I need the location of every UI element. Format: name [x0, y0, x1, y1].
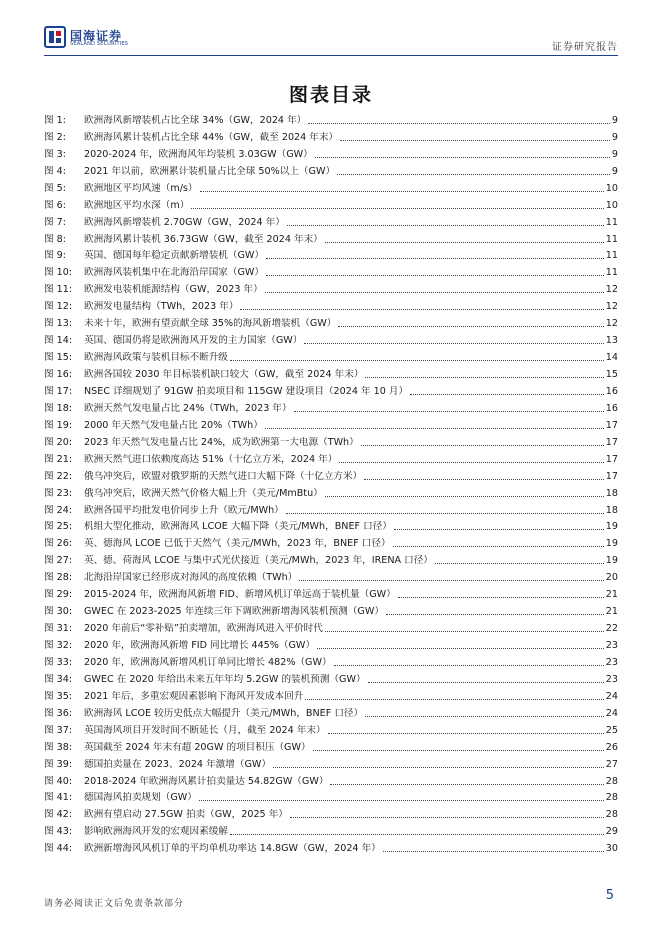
toc-entry-title: GWEC 在 2023-2025 年连续三年下调欧洲新增海风装机预测（GW）: [84, 606, 384, 618]
toc-entry[interactable]: [44, 517, 618, 534]
toc-entry-title: 欧洲海风新增装机占比全球 34%（GW，2024 年）: [84, 114, 307, 126]
toc-entry[interactable]: [44, 364, 618, 381]
toc-entry[interactable]: [44, 313, 618, 330]
toc-entry-page: 12: [605, 284, 618, 296]
toc-leader-dots: [383, 851, 604, 852]
toc-entry-page: 9: [611, 114, 618, 126]
toc-entry-title: 北海沿岸国家已经形成对海风的高度依赖（TWh）: [84, 572, 298, 584]
toc-leader-dots: [200, 191, 604, 192]
company-logo: [44, 26, 164, 50]
toc-entry-page: 18: [605, 487, 618, 499]
toc-entry-title: 欧洲地区平均风速（m/s）: [84, 182, 198, 194]
toc-entry-title: 2018-2024 年欧洲海风累计拍卖量达 54.82GW（GW）: [84, 775, 329, 787]
toc-entry-page: 20: [605, 572, 618, 584]
toc-leader-dots: [325, 496, 604, 497]
toc-leader-dots: [304, 343, 603, 344]
toc-entry[interactable]: [44, 415, 618, 432]
toc-entry-number: 图 9:: [44, 250, 66, 262]
toc-leader-dots: [286, 513, 604, 514]
toc-entry-title: 英国截至 2024 年末有超 20GW 的项目积压（GW）: [84, 741, 311, 753]
toc-leader-dots: [337, 174, 610, 175]
toc-entry-title: 2020 年，欧洲海风新增风机订单同比增长 482%（GW）: [84, 656, 332, 668]
toc-entry-number: 图 44:: [44, 843, 73, 855]
toc-entry-number: 图 29:: [44, 589, 73, 601]
toc-entry-page: 21: [605, 589, 618, 601]
toc-entry[interactable]: [44, 144, 618, 161]
toc-leader-dots: [287, 225, 604, 226]
page-number: 5: [605, 888, 614, 903]
toc-leader-dots: [394, 529, 604, 530]
toc-leader-dots: [334, 665, 604, 666]
toc-entry-title: NSEC 详细规划了 91GW 拍卖项目和 115GW 建设项目（2024 年 10 月）: [84, 385, 409, 397]
report-type-label: 证券研究报告: [552, 42, 618, 53]
toc-entry-title: 欧洲新增海风风机订单的平均单机功率达 14.8GW（GW，2024 年）: [84, 843, 381, 855]
toc-entry-number: 图 35:: [44, 690, 73, 702]
toc-leader-dots: [305, 699, 603, 700]
toc-entry-page: 11: [605, 216, 618, 228]
toc-entry-title: 德国拍卖量在 2023、2024 年激增（GW）: [84, 758, 271, 770]
toc-entry[interactable]: [44, 788, 618, 805]
toc-entry-number: 图 6:: [44, 199, 66, 211]
toc-entry-title: 英、德、荷海风 LCOE 与集中式光伏接近（美元/MWh，2023 年，IRENA 口径）: [84, 555, 433, 567]
toc-entry-number: 图 17:: [44, 385, 73, 397]
toc-entry[interactable]: [44, 229, 618, 246]
toc-entry[interactable]: [44, 737, 618, 754]
toc-entry[interactable]: [44, 432, 618, 449]
toc-leader-dots: [265, 292, 604, 293]
toc-entry-number: 图 20:: [44, 436, 73, 448]
toc-entry-page: 11: [605, 267, 618, 279]
toc-entry-number: 图 13:: [44, 318, 73, 330]
page-header: [0, 0, 662, 58]
toc-leader-dots: [364, 479, 604, 480]
toc-entry-page: 9: [611, 165, 618, 177]
toc-entry-page: 9: [611, 131, 618, 143]
toc-entry[interactable]: [44, 347, 618, 364]
toc-entry-page: 22: [605, 623, 618, 635]
toc-entry-page: 23: [605, 656, 618, 668]
toc-entry-page: 10: [605, 182, 618, 194]
toc-entry-title: 欧洲海风累计装机占比全球 44%（GW，截至 2024 年末）: [84, 131, 339, 143]
toc-entry[interactable]: [44, 449, 618, 466]
toc-entry-title: 2023 年天然气发电量占比 24%，成为欧洲第一大电源（TWh）: [84, 436, 359, 448]
toc-leader-dots: [313, 750, 604, 751]
toc-entry-number: 图 30:: [44, 606, 73, 618]
toc-entry-number: 图 37:: [44, 724, 73, 736]
toc-entry-page: 28: [605, 792, 618, 804]
toc-entry[interactable]: [44, 804, 618, 821]
toc-entry[interactable]: [44, 178, 618, 195]
toc-entry-page: 28: [605, 809, 618, 821]
toc-entry-title: GWEC 在 2020 年给出未来五年年均 5.2GW 的装机预测（GW）: [84, 673, 366, 685]
toc-entry-page: 10: [605, 199, 618, 211]
toc-leader-dots: [325, 242, 604, 243]
toc-leader-dots: [191, 208, 603, 209]
toc-entry[interactable]: [44, 279, 618, 296]
toc-entry-number: 图 43:: [44, 826, 73, 838]
toc-entry-number: 图 23:: [44, 487, 73, 499]
toc-entry-number: 图 39:: [44, 758, 73, 770]
toc-entry-number: 图 4:: [44, 165, 66, 177]
toc-entry[interactable]: [44, 296, 618, 313]
logo-english-name: SEALAND SECURITIES: [70, 41, 129, 47]
toc-entry-title: 欧洲各国较 2030 年目标装机缺口较大（GW，截至 2024 年末）: [84, 369, 364, 380]
toc-entry[interactable]: [44, 195, 618, 212]
toc-entry-number: 图 1:: [44, 114, 66, 126]
toc-entry-number: 图 33:: [44, 656, 73, 668]
toc-entry[interactable]: [44, 262, 618, 279]
toc-entry-title: 欧洲海风累计装机 36.73GW（GW，截至 2024 年末）: [84, 233, 323, 245]
toc-entry[interactable]: [44, 550, 618, 567]
toc-entry-title: 2021 年后，多重宏观因素影响下海风开发成本回升: [84, 690, 304, 702]
toc-entry-title: 2020-2024 年，欧洲海风年均装机 3.03GW（GW）: [84, 148, 313, 160]
toc-leader-dots: [266, 258, 604, 259]
toc-entry[interactable]: [44, 483, 618, 500]
toc-leader-dots: [330, 784, 603, 785]
toc-entry[interactable]: [44, 330, 618, 347]
toc-entry-number: 图 28:: [44, 572, 73, 584]
page-title: 图表目录: [288, 84, 373, 106]
toc-entry-title: 英国、德国每年稳定贡献新增装机（GW）: [84, 250, 265, 262]
toc-entry-number: 图 42:: [44, 809, 73, 821]
toc-entry-number: 图 31:: [44, 623, 73, 635]
toc-leader-dots: [230, 834, 604, 835]
toc-entry[interactable]: [44, 652, 618, 669]
toc-leader-dots: [199, 800, 604, 801]
toc-entry-page: 12: [605, 318, 618, 330]
toc-entry-page: 19: [605, 555, 618, 567]
toc-entry-title: 德国海风拍卖规划（GW）: [84, 792, 197, 804]
toc-entry-number: 图 19:: [44, 419, 73, 431]
toc-entry-title: 2021 年以前，欧洲累计装机量占比全球 50%以上（GW）: [84, 165, 336, 177]
toc-entry-page: 16: [605, 385, 618, 397]
toc-leader-dots: [435, 563, 604, 564]
toc-entry-title: 俄乌冲突后，欧盟对俄罗斯的天然气进口大幅下降（十亿立方米）: [84, 470, 363, 482]
toc-entry-title: 欧洲海风政策与装机目标不断升级: [84, 352, 228, 364]
toc-entry-page: 23: [605, 640, 618, 651]
toc-entry-title: 欧洲海风 LCOE 较历史低点大幅提升（美元/MWh，BNEF 口径）: [84, 707, 364, 719]
toc-entry[interactable]: [44, 618, 618, 635]
toc-leader-dots: [230, 360, 604, 361]
toc-leader-dots: [265, 428, 604, 429]
toc-entry-page: 30: [605, 843, 618, 855]
toc-entry-title: 英国海风项目开发时间不断延长（月，截至 2024 年末）: [84, 724, 326, 736]
toc-entry-page: 12: [605, 301, 618, 313]
toc-entry-title: 欧洲发电量结构（TWh，2023 年）: [84, 301, 239, 313]
toc-entry-page: 21: [605, 606, 618, 618]
toc-entry-title: 2020 年，欧洲海风新增 FID 同比增长 445%（GW）: [84, 640, 316, 651]
toc-entry-number: 图 24:: [44, 504, 73, 516]
toc-entry[interactable]: [44, 161, 618, 178]
toc-entry-number: 图 34:: [44, 673, 73, 685]
toc-entry-number: 图 7:: [44, 216, 66, 228]
toc-entry-page: 11: [605, 233, 618, 245]
toc-entry-title: 欧洲地区平均水深（m）: [84, 199, 190, 211]
toc-entry-page: 11: [605, 250, 618, 262]
toc-entry-title: 欧洲发电装机能源结构（GW，2023 年）: [84, 284, 263, 296]
toc-leader-dots: [410, 394, 604, 395]
toc-entry[interactable]: [44, 500, 618, 517]
toc-entry-number: 图 5:: [44, 182, 66, 194]
toc-leader-dots: [365, 716, 604, 717]
toc-entry[interactable]: [44, 686, 618, 703]
toc-entry-number: 图 3:: [44, 148, 66, 160]
toc-leader-dots: [240, 309, 603, 310]
toc-entry-number: 图 22:: [44, 470, 73, 482]
toc-entry-page: 26: [605, 741, 618, 753]
toc-entry-title: 欧洲各国平均批发电价同步上升（欧元/MWh）: [84, 504, 284, 516]
toc-entry-number: 图 26:: [44, 538, 73, 550]
toc-entry-number: 图 32:: [44, 640, 73, 651]
toc-leader-dots: [290, 817, 604, 818]
toc-entry-number: 图 38:: [44, 741, 73, 753]
toc-entry-title: 影响欧洲海风开发的宏观因素缓解: [84, 826, 228, 838]
toc-entry[interactable]: [44, 398, 618, 415]
toc-leader-dots: [299, 580, 603, 581]
toc-entry-page: 24: [605, 690, 618, 702]
toc-entry[interactable]: [44, 110, 618, 127]
toc-entry-number: 图 18:: [44, 402, 73, 414]
toc-entry-page: 19: [605, 521, 618, 533]
toc-entry-title: 英、德海风 LCOE 已低于天然气（美元/MWh，2023 年，BNEF 口径）: [84, 538, 391, 550]
toc-entry-page: 27: [605, 758, 618, 770]
toc-entry-page: 17: [605, 419, 618, 431]
toc-entry[interactable]: [44, 720, 618, 737]
toc-leader-dots: [308, 123, 610, 124]
logo-mark-icon: [44, 26, 66, 48]
toc-entry-page: 15: [605, 369, 618, 380]
toc-entry-number: 图 25:: [44, 521, 73, 533]
toc-leader-dots: [325, 631, 604, 632]
toc-entry-page: 29: [605, 826, 618, 838]
toc-entry[interactable]: [44, 533, 618, 550]
toc-entry-page: 17: [605, 470, 618, 482]
toc-entry-title: 欧洲天然气进口依赖度高达 51%（十亿立方米，2024 年）: [84, 453, 338, 465]
toc-leader-dots: [398, 597, 604, 598]
toc-leader-dots: [361, 445, 604, 446]
toc-leader-dots: [328, 733, 604, 734]
toc-entry-page: 16: [605, 402, 618, 414]
toc-entry-title: 2020 年前后“零补贴”拍卖增加，欧洲海风进入平价时代: [84, 623, 323, 635]
toc-entry-page: 9: [611, 148, 618, 160]
toc-entry-number: 图 41:: [44, 792, 73, 804]
toc-entry-number: 图 16:: [44, 369, 73, 380]
toc-leader-dots: [393, 546, 604, 547]
toc-entry[interactable]: [44, 771, 618, 788]
toc-entry-title: 欧洲海风装机集中在北海沿岸国家（GW）: [84, 267, 265, 279]
toc-entry-number: 图 12:: [44, 301, 73, 313]
toc-entry-number: 图 15:: [44, 352, 73, 364]
toc-leader-dots: [339, 462, 603, 463]
toc-entry[interactable]: [44, 246, 618, 263]
toc-entry-title: 2000 年天然气发电量占比 20%（TWh）: [84, 419, 263, 431]
toc-entry[interactable]: [44, 567, 618, 584]
figure-toc-list: [44, 110, 618, 855]
toc-entry-page: 14: [605, 352, 618, 364]
toc-entry-title: 俄乌冲突后，欧洲天然气价格大幅上升（美元/MmBtu）: [84, 487, 323, 499]
toc-entry-title: 欧洲天然气发电量占比 24%（TWh，2023 年）: [84, 402, 292, 414]
toc-entry-title: 欧洲海风新增装机 2.70GW（GW，2024 年）: [84, 216, 285, 228]
toc-entry[interactable]: [44, 754, 618, 771]
toc-leader-dots: [317, 648, 604, 649]
toc-entry-page: 17: [605, 436, 618, 448]
toc-leader-dots: [340, 140, 610, 141]
toc-entry[interactable]: [44, 601, 618, 618]
toc-leader-dots: [365, 377, 603, 378]
toc-entry-title: 2015-2024 年，欧洲海风新增 FID、新增风机订单远高于装机量（GW）: [84, 589, 396, 601]
toc-entry-page: 24: [605, 707, 618, 719]
toc-entry-title: 未来十年，欧洲有望贡献全球 35%的海风新增装机（GW）: [84, 318, 337, 330]
toc-entry-page: 17: [605, 453, 618, 465]
toc-entry[interactable]: [44, 212, 618, 229]
toc-entry[interactable]: [44, 381, 618, 398]
toc-leader-dots: [273, 767, 604, 768]
toc-entry[interactable]: [44, 466, 618, 483]
toc-entry-title: 欧洲有望启动 27.5GW 拍卖（GW，2025 年）: [84, 809, 288, 821]
toc-entry[interactable]: [44, 821, 618, 838]
toc-entry-page: 23: [605, 673, 618, 685]
toc-entry-page: 19: [605, 538, 618, 550]
toc-entry-number: 图 21:: [44, 453, 73, 465]
toc-leader-dots: [294, 411, 604, 412]
toc-entry[interactable]: [44, 584, 618, 601]
header-divider: [44, 55, 618, 56]
toc-entry-page: 18: [605, 504, 618, 516]
toc-entry-number: 图 14:: [44, 335, 73, 347]
toc-entry[interactable]: [44, 127, 618, 144]
toc-entry-number: 图 36:: [44, 707, 73, 719]
toc-leader-dots: [315, 157, 610, 158]
toc-entry-page: 25: [605, 724, 618, 736]
toc-entry[interactable]: [44, 838, 618, 855]
toc-entry[interactable]: [44, 703, 618, 720]
toc-entry-number: 图 10:: [44, 267, 73, 279]
disclaimer-note: 请务必阅读正文后免责条款部分: [44, 899, 185, 909]
toc-entry-page: 13: [605, 335, 618, 347]
toc-leader-dots: [338, 326, 603, 327]
toc-entry-number: 图 8:: [44, 233, 66, 245]
toc-entry-number: 图 40:: [44, 775, 73, 787]
toc-entry-number: 图 11:: [44, 284, 73, 296]
toc-entry-page: 28: [605, 775, 618, 787]
toc-entry[interactable]: [44, 635, 618, 652]
logo-chinese-name: 国海证券: [70, 29, 123, 43]
toc-entry-title: 机组大型化推动，欧洲海风 LCOE 大幅下降（美元/MWh，BNEF 口径）: [84, 521, 392, 533]
toc-leader-dots: [266, 275, 604, 276]
toc-entry[interactable]: [44, 669, 618, 686]
toc-leader-dots: [386, 614, 604, 615]
toc-entry-number: 图 2:: [44, 131, 66, 143]
toc-entry-number: 图 27:: [44, 555, 73, 567]
toc-leader-dots: [368, 682, 604, 683]
toc-entry-title: 英国、德国仍将是欧洲海风开发的主力国家（GW）: [84, 335, 303, 347]
